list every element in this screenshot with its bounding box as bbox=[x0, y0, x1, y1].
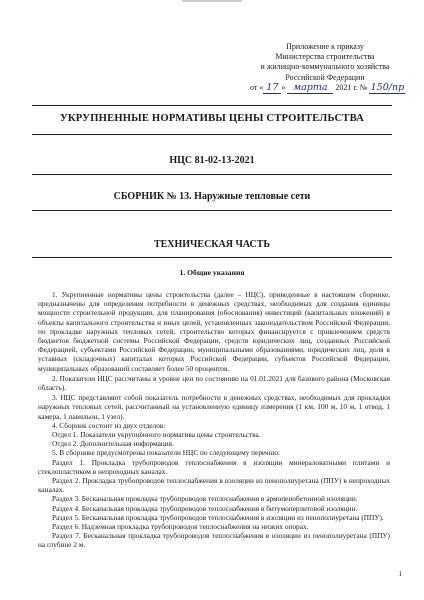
paragraph-4: 4. Сборник состоит из двух отделов: bbox=[52, 420, 166, 430]
handwritten-number: 150/пр bbox=[370, 81, 405, 93]
handwritten-day: 17 bbox=[263, 83, 281, 94]
appendix-line-2: Министерства строительства bbox=[275, 52, 375, 62]
appendix-line-3: и жилищно-коммунального хозяйства bbox=[260, 62, 390, 72]
body-text bbox=[38, 290, 390, 550]
list-item-dept-1: Отдел 1. Показатели укрупнённого норматива цены строительства. bbox=[52, 430, 261, 440]
paragraph-1: 1. Укрупненные нормативы цены строительства (далее – НЦС), приведенные в настоящем сборнике, предназначены для определения потребности в денежных средствах, необходимых для создания единицы мощности строительной продукции, для планирования (обоснования) инвестиций (капитальных вложений) в объекты капитального строительства и иных целей, установленных законодательством Российской Федерации, по прокладке наружных тепловых сетей, строительство которых финансируется с привлечением средств бюджетов бюджетной системы Российской Федерации, средств юридических лиц, созданных Российской Федерацией, субъектами Российской Федерации, муниципальными образованиями, юридических лиц, доля в уставных (складочных) капиталах которых Российской Федерации, субъектов Российской Федерации, муниципальных образований составляет более 50 процентов. bbox=[38, 290, 390, 373]
page-number: 1 bbox=[398, 570, 402, 578]
section-title: ТЕХНИЧЕСКАЯ ЧАСТЬ bbox=[153, 239, 271, 250]
standard-code: НЦС 81-02-13-2021 bbox=[169, 155, 255, 166]
handwritten-month: марта bbox=[287, 83, 333, 94]
list-item-section-7: Раздел 7. Бесканальная прокладка трубопроводов теплоснабжения в изоляции из пенополиуретана (ППУ) на глубине 2 м. bbox=[38, 531, 390, 550]
date-prefix: от « bbox=[250, 82, 264, 92]
list-item-section-4: Раздел 4. Бесканальная прокладка трубопроводов теплоснабжения в битумоперлитовой изоляции. bbox=[52, 503, 358, 513]
subsection-title: 1. Общие указания bbox=[179, 268, 245, 277]
paragraph-3: 3. НЦС представляют собой показатель потребности в денежных средствах, необходимых для прокладки наружных тепловых сетей, рассчитанный на установленную единицу измерения (1 км, 100 м, 10 м, 1 отвод, 1 камера, 1 павильон, 1 узел). bbox=[38, 393, 390, 421]
main-title: УКРУПНЕННЫЕ НОРМАТИВЫ ЦЕНЫ СТРОИТЕЛЬСТВА bbox=[59, 113, 365, 124]
rule-under-code bbox=[32, 174, 392, 175]
scan-edge-mark bbox=[182, 0, 242, 2]
list-item-dept-2: Отдел 2. Дополнительная информация. bbox=[52, 439, 174, 449]
date-mid: » bbox=[281, 82, 286, 92]
rule-under-section bbox=[32, 257, 392, 258]
appendix-line-1: Приложение к приказу bbox=[286, 42, 364, 51]
list-item-section-1: Раздел 1. Прокладка трубопроводов теплоснабжения в изоляции минераловатными плитами и стеклопластиком в непроходных каналах. bbox=[38, 457, 390, 476]
paragraph-5: 5. В сборнике предусмотрены показатели НЦС по следующему перечню: bbox=[52, 448, 281, 458]
appendix-block bbox=[250, 42, 405, 94]
list-item-section-2: Раздел 2. Прокладка трубопроводов теплоснабжения в изоляции из пенополиуретана (ППУ) в непроходных каналах. bbox=[38, 476, 390, 495]
list-item-section-6: Раздел 6. Надземная прокладка трубопроводов теплоснабжения на низких опорах. bbox=[52, 522, 309, 532]
rule-under-title bbox=[32, 134, 392, 135]
paragraph-2: 2. Показатели НЦС рассчитаны в уровне цен по состоянию на 01.01.2021 для базового района (Московская область). bbox=[38, 373, 390, 393]
appendix-line-4: Российской Федерации bbox=[285, 72, 365, 82]
collection-title: СБОРНИК № 13. Наружные тепловые сети bbox=[113, 191, 311, 202]
rule-under-collection bbox=[32, 210, 392, 211]
rule-top bbox=[32, 105, 392, 106]
year-text: 2021 г. № bbox=[335, 82, 368, 92]
appendix-date-line bbox=[250, 81, 405, 94]
list-item-section-3: Раздел 3. Бесканальная прокладка трубопроводов теплоснабжения в армопенобетонной изоляции. bbox=[52, 494, 358, 504]
list-item-section-5: Раздел 5. Бесканальная прокладка трубопроводов теплоснабжения в изоляции из пенополиуретана (ППУ). bbox=[52, 512, 384, 522]
